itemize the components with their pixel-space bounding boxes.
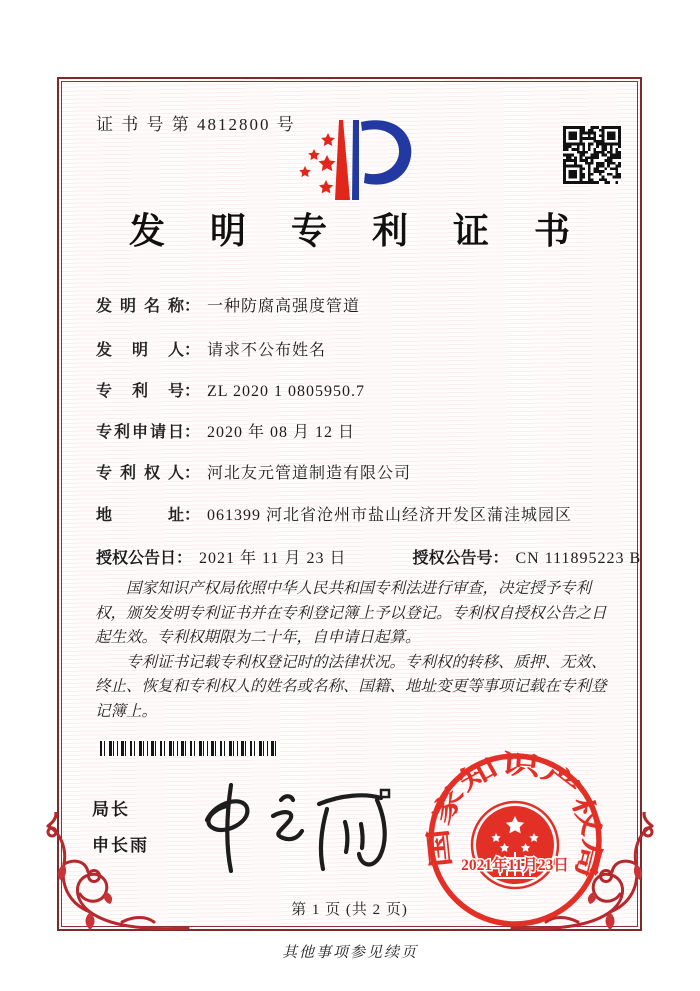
logo-red-wedge: [335, 120, 350, 200]
certificate-number: 证 书 号 第 4812800 号: [96, 115, 296, 134]
cnipa-logo-icon: [281, 110, 429, 208]
continuation-note: 其他事项参见续页: [281, 945, 418, 961]
field-colon: ：: [184, 465, 201, 482]
commissioner-name: 申长雨: [92, 836, 149, 855]
field-label: 专利号: [96, 383, 184, 400]
field-value: 请求不公布姓名: [207, 342, 327, 359]
legal-paragraph-2: 专利证书记载专利权登记时的法律状况。专利权的转移、质押、无效、终止、恢复和专利权人的姓名或名称、国籍、地址变更等事项记载在专利登记簿上。: [95, 653, 607, 720]
commissioner-title: 局长: [92, 800, 130, 819]
field-row-invention-name: [96, 293, 360, 315]
field-colon: ：: [184, 424, 201, 441]
grant-date-value: 2021 年 11 月 23 日: [199, 550, 347, 567]
field-row-grant: [96, 545, 641, 567]
logo-p-stem: [352, 120, 359, 200]
field-value: 河北友元管道制造有限公司: [207, 465, 412, 482]
field-value: 一种防腐高强度管道: [207, 298, 361, 315]
field-label: 专利申请日: [96, 424, 184, 441]
grant-number-label: 授权公告号: [412, 550, 493, 567]
field-colon: ：: [184, 342, 201, 359]
field-value: ZL 2020 1 0805950.7: [207, 383, 365, 400]
field-colon: ：: [184, 507, 201, 524]
field-colon: ：: [184, 298, 201, 315]
field-row-patent-number: [96, 378, 365, 400]
logo-stars: [299, 133, 335, 193]
grant-date-label: 授权公告日: [96, 550, 177, 567]
field-colon: ：: [176, 550, 193, 567]
field-colon: ：: [492, 550, 509, 567]
legal-text-block: [95, 577, 611, 724]
field-row-filing-date: [96, 419, 355, 441]
barcode-image: [100, 741, 280, 756]
logo-p-bowl: [361, 120, 411, 184]
grant-number-value: CN 111895223 B: [515, 550, 642, 567]
field-label: 发明人: [96, 342, 184, 359]
certificate-title: 发 明 专 利 证 书: [128, 211, 588, 251]
field-colon: ：: [184, 383, 201, 400]
seal-ring-text: 国家知识产权局: [424, 749, 606, 870]
field-value: 2020 年 08 月 12 日: [207, 424, 356, 441]
signature-script: [185, 778, 400, 876]
field-row-inventor: [96, 337, 326, 359]
field-row-patentee: [96, 460, 411, 482]
field-label: 专利权人: [96, 465, 184, 482]
seal-national-emblem: [472, 802, 558, 888]
field-value: 061399 河北省沧州市盐山经济开发区蒲洼城园区: [207, 507, 573, 524]
qr-code-image: [563, 126, 621, 184]
field-label: 地址: [96, 507, 184, 524]
field-label: 发明名称: [96, 298, 184, 315]
field-row-address: [96, 502, 572, 524]
legal-paragraph-1: 国家知识产权局依照中华人民共和国专利法进行审查，决定授予专利权，颁发发明专利证书并在专利登记簿上予以登记。专利权自授权公告之日起生效。专利权期限为二十年，自申请日起算。: [95, 580, 607, 646]
page-number: 第 1 页 (共 2 页): [291, 902, 408, 918]
seal-date: 2021年11月23日: [461, 857, 569, 874]
